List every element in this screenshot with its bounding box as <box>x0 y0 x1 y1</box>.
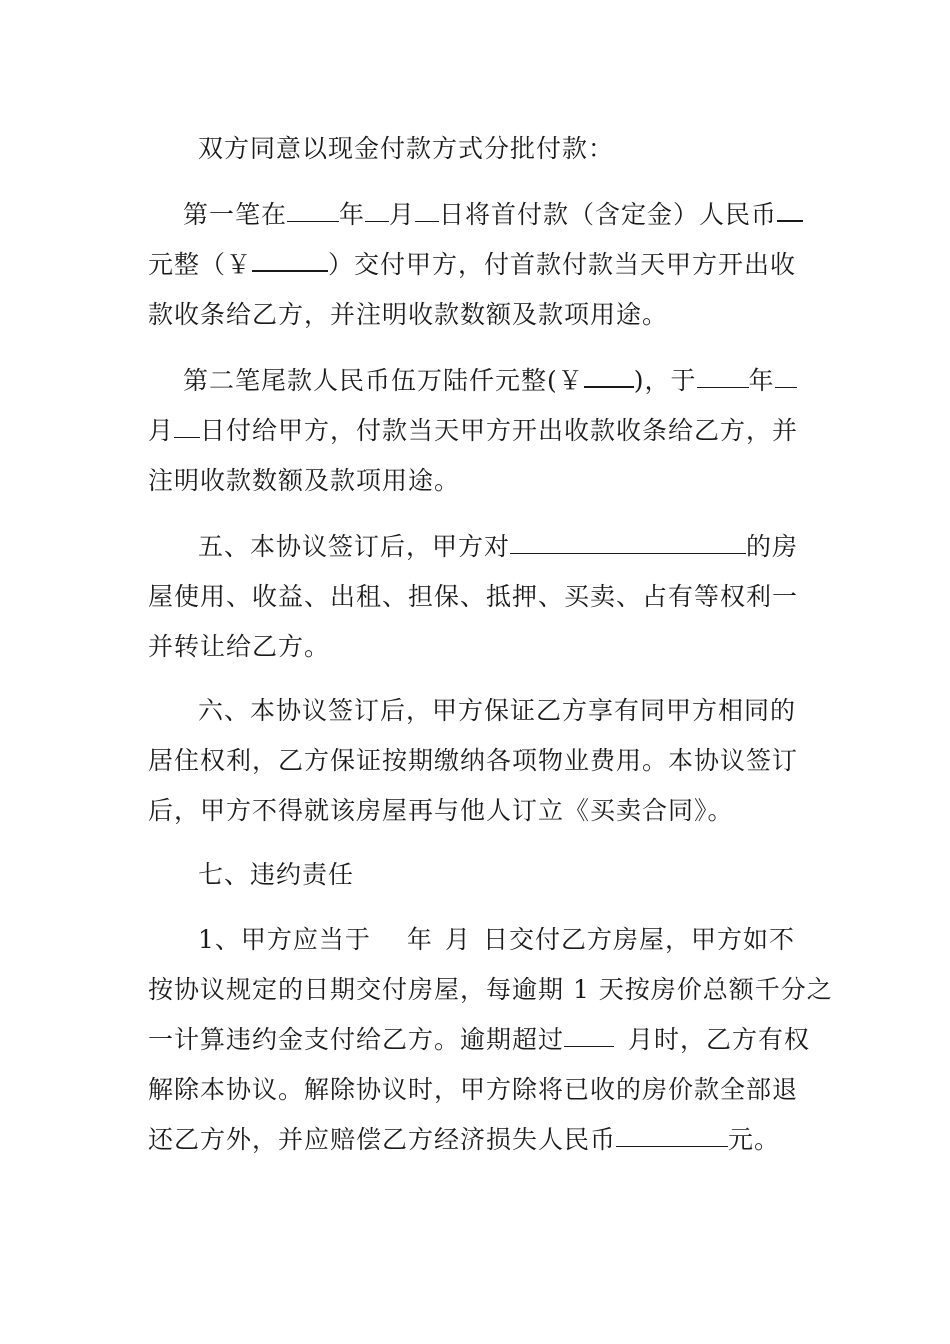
text-segment: 六、本协议签订后，甲方保证乙方享有同甲方相同的 <box>198 696 797 725</box>
text-segment: 日交付乙方房屋，甲方如不 <box>482 925 795 954</box>
first-payment-line-1 <box>183 195 803 235</box>
text-segment: 月 <box>389 200 416 229</box>
clause-six-line-2 <box>148 741 798 781</box>
text-segment: 并转让给乙方。 <box>148 632 331 661</box>
blank-amount <box>777 196 803 222</box>
payment-method-line <box>198 129 614 169</box>
first-payment-line-3 <box>148 295 668 335</box>
text-segment: 五、本协议签订后，甲方对 <box>198 532 511 561</box>
text-segment: 后，甲方不得就该房屋再与他人订立《买卖合同》。 <box>148 796 734 825</box>
text-segment: 年 <box>406 925 433 954</box>
text-segment: 还乙方外，并应赔偿乙方经济损失人民币 <box>148 1125 617 1154</box>
text-segment: 按协议规定的日期交付房屋，每逾期 1 天按房价总额千分之 <box>148 975 833 1004</box>
text-segment: 居住权利，乙方保证按期缴纳各项物业费用。本协议签订 <box>148 746 799 775</box>
blank-months <box>564 1022 614 1047</box>
blank-yen-amount <box>584 362 634 388</box>
text-segment: 屋使用、收益、出租、担保、抵押、买卖、占有等权利一 <box>148 582 799 611</box>
second-payment-line-1 <box>183 361 797 401</box>
blank-month <box>775 363 797 388</box>
second-payment-line-3 <box>148 461 460 501</box>
text-segment: 解除本协议。解除协议时，甲方除将已收的房价款全部退 <box>148 1075 799 1104</box>
breach-item-line-3 <box>148 1020 810 1060</box>
breach-item-line-1 <box>198 920 795 960</box>
text-segment: 注明收款数额及款项用途。 <box>148 466 461 495</box>
text-segment: ）交付甲方，付首款付款当天甲方开出收 <box>328 250 797 279</box>
second-payment-line-2 <box>148 411 798 451</box>
clause-six-line-1 <box>198 691 796 731</box>
text-segment: 第二笔尾款人民币伍万陆仟元整(￥ <box>183 366 584 395</box>
blank-property <box>510 529 746 554</box>
text-segment: 的房 <box>746 532 799 561</box>
text-segment: 年 <box>339 200 366 229</box>
clause-six-line-3 <box>148 791 734 831</box>
text-segment: 月时，乙方有权 <box>628 1025 811 1054</box>
text-segment: 款收条给乙方，并注明收款数额及款项用途。 <box>148 300 669 329</box>
blank-month <box>365 197 389 222</box>
breach-item-line-2 <box>148 970 833 1010</box>
text-segment: 月 <box>444 925 471 954</box>
blank-compensation <box>616 1122 728 1147</box>
blank-year <box>287 197 339 222</box>
blank-day <box>415 197 439 222</box>
text-segment: 日付给甲方，付款当天甲方开出收款收条给乙方，并 <box>200 416 799 445</box>
text-segment: 年 <box>748 366 775 395</box>
first-payment-line-2 <box>148 245 796 285</box>
text-segment: 第一笔在 <box>183 200 288 229</box>
clause-five-line-2 <box>148 577 798 617</box>
text-segment: 元整（￥ <box>148 250 253 279</box>
blank-year <box>697 363 749 388</box>
breach-item-line-4 <box>148 1070 798 1110</box>
text-segment: 月 <box>148 416 175 445</box>
clause-five-line-3 <box>148 627 330 667</box>
blank-yen-amount <box>252 246 328 272</box>
clause-five-line-1 <box>198 527 798 567</box>
text-segment: 日将首付款（含定金）人民币 <box>439 200 778 229</box>
text-segment: 七、违约责任 <box>198 860 355 889</box>
breach-item-line-5 <box>148 1120 780 1160</box>
blank-day <box>174 413 200 438</box>
text-segment: 一计算违约金支付给乙方。逾期超过 <box>148 1025 565 1054</box>
text-segment: 1、甲方应当于 <box>198 925 371 954</box>
text-segment: 元。 <box>728 1125 781 1154</box>
clause-seven-heading <box>198 855 354 895</box>
text-segment: 双方同意以现金付款方式分批付款： <box>198 134 615 163</box>
text-segment: )，于 <box>633 366 697 395</box>
